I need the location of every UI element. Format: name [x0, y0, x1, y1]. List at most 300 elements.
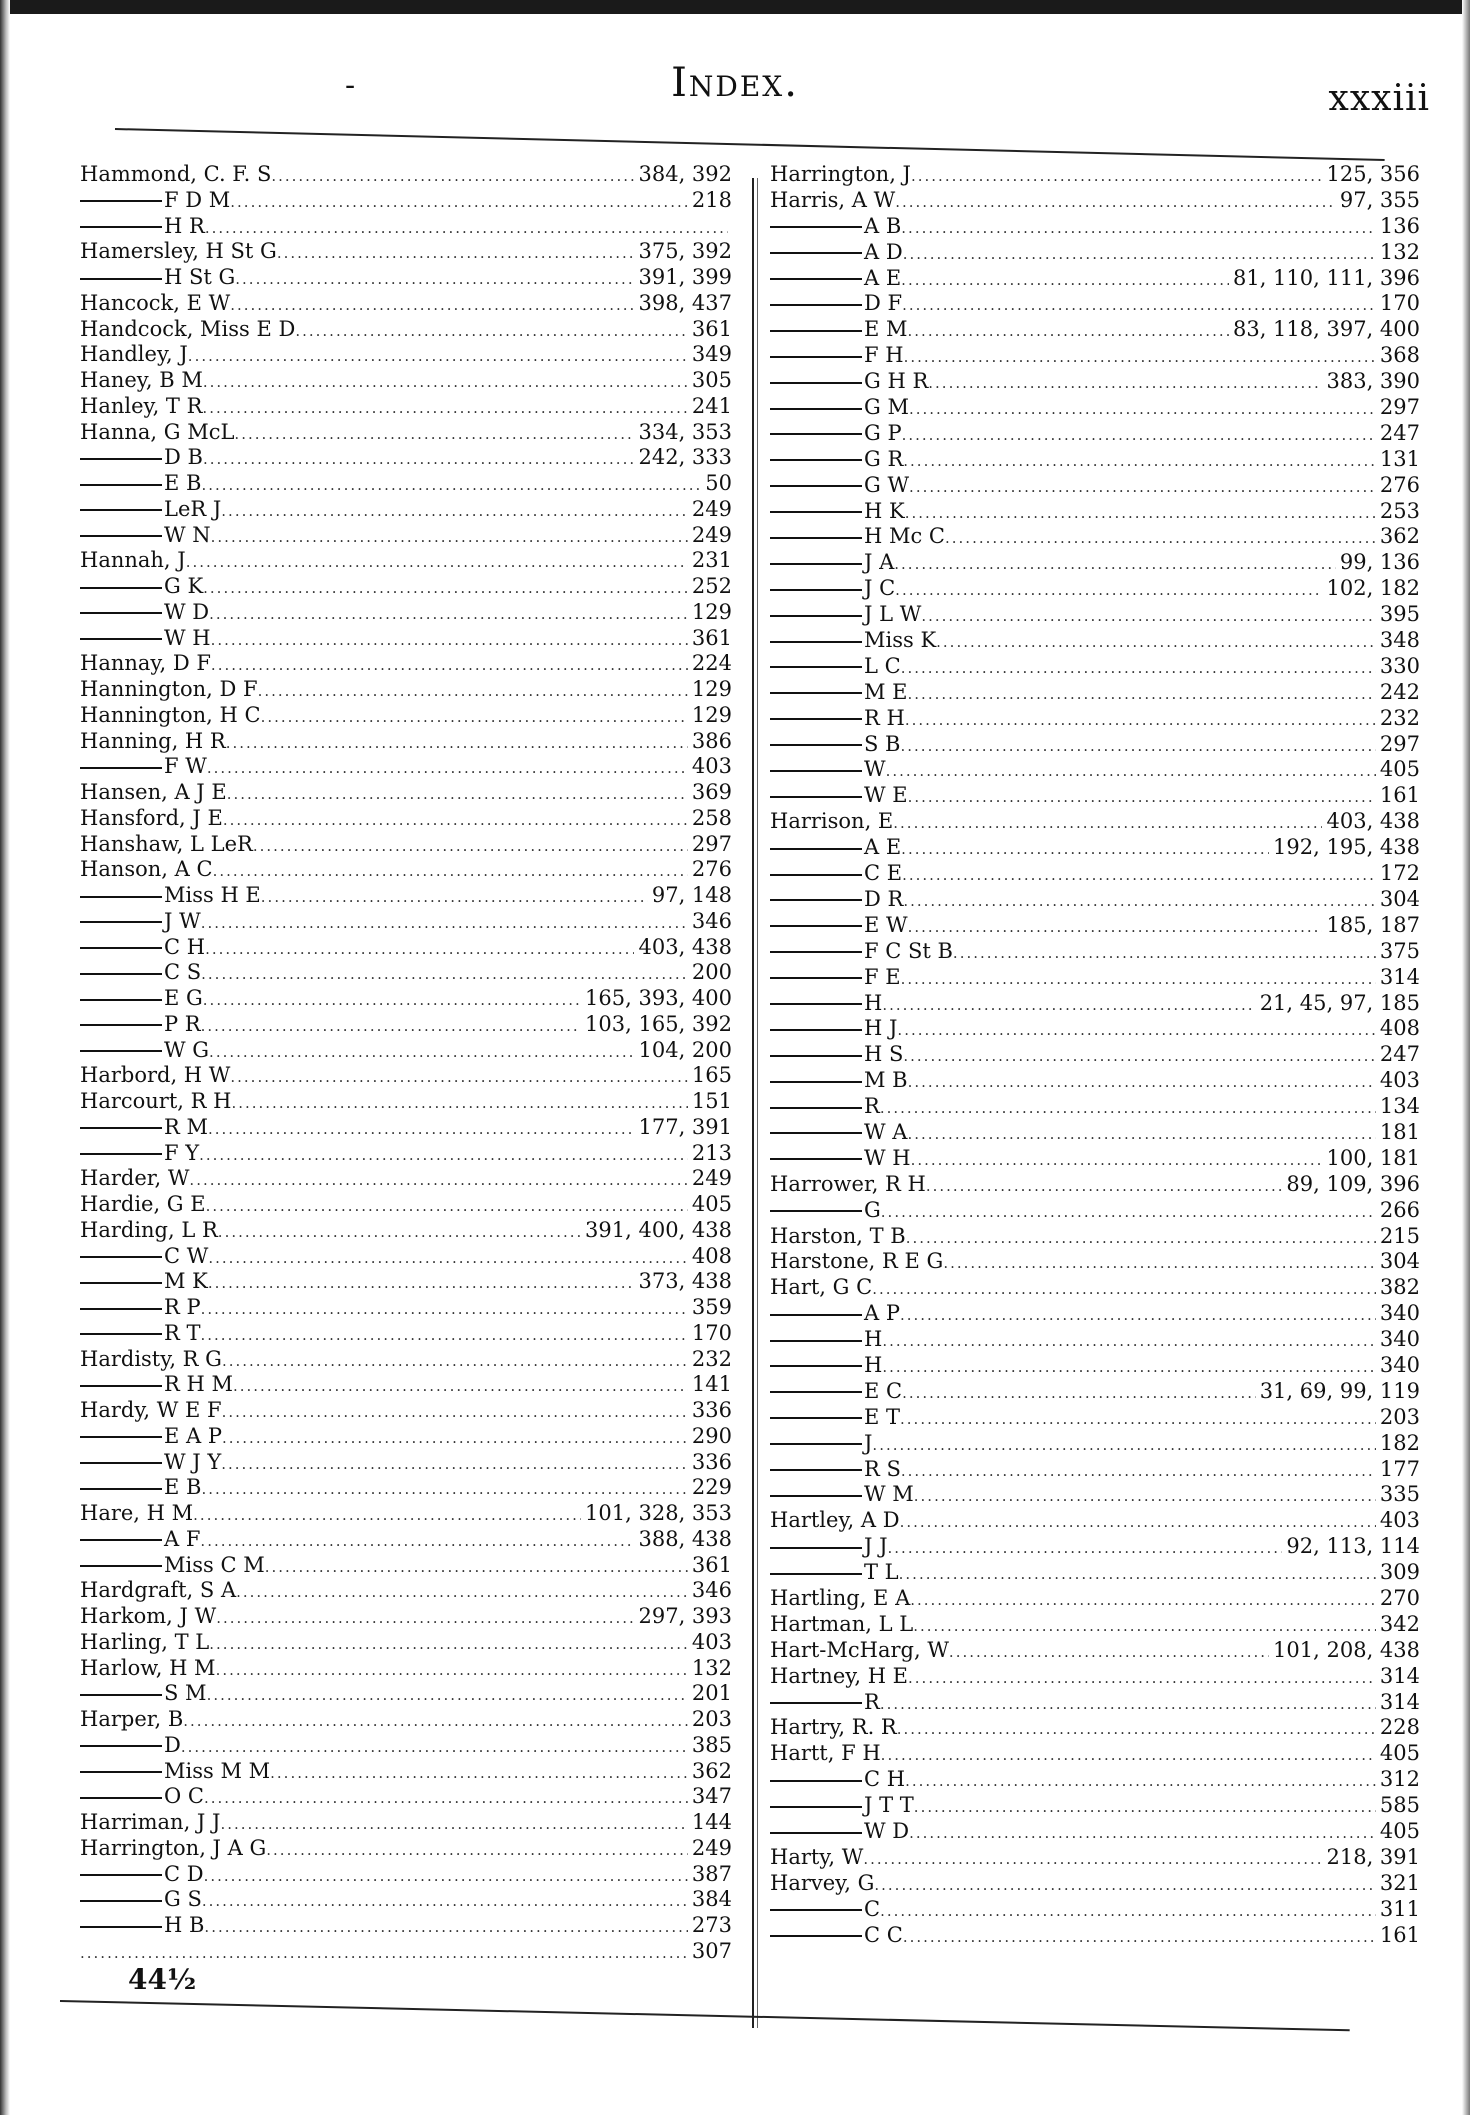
- entry-name: Harling, T L: [80, 1629, 210, 1654]
- entry-pages: 373, 438: [638, 1269, 732, 1294]
- dot-leader: [266, 1838, 688, 1862]
- entry-name: C: [770, 1897, 880, 1923]
- index-entry: [80, 1759, 732, 1785]
- entry-name: G M: [770, 395, 909, 421]
- dot-leader: [902, 293, 1376, 317]
- entry-name: Hartman, L L: [770, 1611, 914, 1636]
- entry-pages: 101, 208, 438: [1273, 1637, 1420, 1662]
- entry-pages: 309: [1379, 1560, 1420, 1585]
- dot-leader: [201, 962, 688, 986]
- entry-name: L C: [770, 654, 901, 680]
- index-entry: [80, 420, 732, 446]
- index-entry: [770, 1249, 1420, 1275]
- index-entry: [80, 729, 732, 755]
- dot-leader: [899, 1562, 1376, 1586]
- entry-name: Harstone, R E G: [770, 1249, 944, 1274]
- entry-pages: 241: [691, 393, 732, 418]
- entry-pages: 408: [1379, 1016, 1420, 1041]
- dot-leader: [908, 1070, 1376, 1094]
- dot-leader: [226, 731, 688, 755]
- entry-pages: 165, 393, 400: [585, 986, 732, 1010]
- entry-name: R S: [770, 1457, 901, 1483]
- entry-name: Hardie, G E: [80, 1192, 206, 1216]
- entry-pages: 340: [1379, 1327, 1420, 1352]
- index-entry: [770, 732, 1420, 758]
- dot-leader: [209, 1040, 634, 1064]
- entry-name: Harrington, J A G: [80, 1835, 267, 1860]
- index-column-right: [770, 162, 1420, 1948]
- dot-leader: [253, 834, 688, 858]
- dot-leader: [186, 550, 688, 574]
- entry-pages: 334, 353: [638, 419, 732, 444]
- dot-leader: [903, 1925, 1376, 1949]
- index-entry: [80, 1578, 732, 1604]
- dot-leader: [936, 630, 1376, 654]
- index-entry: [770, 1120, 1420, 1146]
- index-entry: [770, 1923, 1420, 1949]
- index-entry: [770, 1198, 1420, 1224]
- entry-pages: 101, 328, 353: [585, 1501, 732, 1525]
- entry-pages: 405: [1379, 1819, 1420, 1843]
- dot-leader: [201, 473, 701, 497]
- dot-leader: [882, 1355, 1376, 1379]
- dot-leader: [207, 1683, 688, 1707]
- dot-leader: [203, 447, 635, 471]
- entry-pages: 336: [691, 1398, 732, 1422]
- index-entry: [770, 1586, 1420, 1612]
- index-entry: [770, 1845, 1420, 1871]
- dot-leader: [201, 1297, 688, 1321]
- entry-pages: 362: [691, 1758, 732, 1783]
- page-number: xxxiii: [1328, 78, 1430, 119]
- entry-name: Hansford, J E: [80, 805, 223, 830]
- index-entry: [80, 832, 732, 858]
- dot-leader: [208, 1271, 635, 1295]
- index-entry: [770, 1767, 1420, 1793]
- entry-pages: 312: [1379, 1767, 1420, 1792]
- entry-pages: 83, 118, 397, 400: [1232, 317, 1420, 342]
- index-entry: [770, 447, 1420, 473]
- dot-leader: [905, 1769, 1376, 1793]
- index-entry: [80, 1089, 732, 1115]
- dot-leader: [880, 1096, 1376, 1120]
- entry-name: E C: [770, 1379, 902, 1405]
- dot-leader: [265, 1555, 688, 1579]
- index-entry: [770, 499, 1420, 525]
- dot-leader: [953, 941, 1376, 965]
- entry-name: R H: [770, 706, 905, 732]
- entry-name: J L W: [770, 602, 921, 628]
- entry-pages: 252: [691, 574, 732, 598]
- dot-leader: [902, 423, 1376, 447]
- entry-name: O C: [80, 1784, 204, 1810]
- index-entry: [80, 342, 732, 368]
- index-entry: [770, 680, 1420, 706]
- dot-leader: [908, 785, 1376, 809]
- index-entry: [770, 1534, 1420, 1560]
- index-entry: [80, 600, 732, 626]
- entry-pages: 384, 392: [638, 162, 732, 186]
- entry-pages: 290: [691, 1423, 732, 1448]
- entry-pages: 391, 400, 438: [585, 1217, 732, 1242]
- entry-pages: 165: [691, 1063, 732, 1088]
- dot-leader: [208, 1246, 688, 1270]
- index-column-left: [80, 162, 732, 1965]
- entry-name: J W: [80, 909, 201, 935]
- dot-leader: [203, 988, 581, 1012]
- dot-leader: [222, 1426, 688, 1450]
- index-entry: [770, 706, 1420, 732]
- dot-leader: [221, 1452, 688, 1476]
- entry-name: LeR J: [80, 497, 221, 523]
- entry-name: D F: [770, 291, 902, 317]
- entry-name: Hanley, T R: [80, 393, 203, 418]
- dot-leader: [189, 1168, 687, 1192]
- index-entry: [80, 1012, 732, 1038]
- entry-pages: 247: [1379, 420, 1420, 445]
- header-rule: [115, 128, 1385, 161]
- entry-name: G R: [770, 447, 903, 473]
- entry-pages: 203: [691, 1707, 732, 1731]
- entry-pages: 242, 333: [638, 445, 732, 470]
- entry-pages: 361: [691, 316, 732, 341]
- entry-name: A E: [770, 266, 901, 292]
- index-entry: [770, 1172, 1420, 1198]
- dot-leader: [199, 1143, 688, 1167]
- index-entry: [80, 394, 732, 420]
- entry-pages: 276: [1379, 472, 1420, 497]
- entry-pages: 403, 438: [1326, 809, 1420, 834]
- dot-leader: [907, 1122, 1375, 1146]
- entry-name: C W: [80, 1244, 208, 1270]
- entry-name: W M: [770, 1482, 914, 1508]
- entry-pages: 369: [691, 780, 732, 804]
- dot-leader: [201, 1477, 687, 1501]
- entry-name: D B: [80, 445, 203, 471]
- entry-name: S B: [770, 732, 901, 758]
- index-entry: [80, 754, 732, 780]
- index-entry: [80, 1244, 732, 1270]
- index-entry: [80, 1475, 732, 1501]
- entry-pages: 403: [1379, 1508, 1420, 1533]
- entry-name: R H M: [80, 1372, 233, 1398]
- entry-pages: 391, 399: [638, 265, 732, 289]
- dot-leader: [201, 1014, 581, 1038]
- entry-name: W E: [770, 783, 908, 809]
- entry-pages: 249: [691, 522, 732, 547]
- entry-name: E B: [80, 471, 201, 497]
- index-entry: [770, 162, 1420, 188]
- entry-name: Miss C M: [80, 1553, 265, 1579]
- index-entry: [770, 1353, 1420, 1379]
- dot-leader: [881, 1200, 1376, 1224]
- entry-pages: 182: [1379, 1430, 1420, 1455]
- index-entry: [770, 369, 1420, 395]
- entry-name: Handcock, Miss E D: [80, 316, 296, 341]
- entry-name: Hartt, F H: [770, 1741, 881, 1766]
- index-entry: [80, 1501, 732, 1527]
- entry-name: E W: [770, 913, 908, 939]
- entry-pages: 297: [691, 831, 732, 856]
- entry-name: G H R: [770, 369, 928, 395]
- index-entry: [80, 317, 732, 343]
- entry-name: W J Y: [80, 1450, 221, 1476]
- index-entry: [80, 1115, 732, 1141]
- dot-leader: [207, 756, 688, 780]
- index-entry: [80, 651, 732, 677]
- index-entry: [770, 628, 1420, 654]
- index-entry: [770, 1638, 1420, 1664]
- entry-pages: 161: [1379, 1922, 1420, 1947]
- entry-name: Miss H E: [80, 883, 261, 909]
- entry-pages: 403, 438: [638, 934, 732, 959]
- entry-pages: 249: [691, 1835, 732, 1860]
- index-entry: [770, 524, 1420, 550]
- dot-leader: [908, 1666, 1376, 1690]
- entry-name: Harlow, H M: [80, 1655, 216, 1680]
- entry-name: Miss M M: [80, 1759, 270, 1785]
- entry-name: Harkom, J W: [80, 1604, 217, 1628]
- entry-pages: 405: [1379, 1741, 1420, 1766]
- entry-pages: 215: [1379, 1223, 1420, 1248]
- entry-pages: 170: [1379, 291, 1420, 316]
- index-entry: [80, 1553, 732, 1579]
- entry-name: Harris, A W: [770, 187, 896, 212]
- entry-name: J J: [770, 1534, 888, 1560]
- entry-name: Harvey, G: [770, 1870, 875, 1895]
- dot-leader: [901, 967, 1376, 991]
- folio-number: 44½: [128, 1963, 197, 1996]
- dot-leader: [913, 1614, 1376, 1638]
- entry-pages: 151: [691, 1089, 732, 1113]
- entry-name: C H: [770, 1767, 905, 1793]
- dot-leader: [943, 1251, 1376, 1275]
- index-entry: [80, 703, 732, 729]
- dot-leader: [881, 1743, 1376, 1767]
- index-entry: [80, 986, 732, 1012]
- dot-leader: [183, 1709, 688, 1733]
- entry-pages: 387: [691, 1861, 732, 1886]
- entry-name: Hanning, H R: [80, 728, 226, 753]
- entry-pages: 340: [1379, 1352, 1420, 1377]
- index-entry: [770, 1275, 1420, 1301]
- index-entry: [770, 1819, 1420, 1845]
- dot-leader: [188, 344, 688, 368]
- entry-pages: 375, 392: [638, 239, 732, 264]
- index-entry: [80, 1269, 732, 1295]
- dot-leader: [258, 679, 688, 703]
- index-entry: [80, 1630, 732, 1656]
- dot-leader: [908, 682, 1376, 706]
- entry-pages: 340: [1379, 1301, 1420, 1326]
- dot-leader: [209, 1632, 688, 1656]
- dot-leader: [230, 190, 688, 214]
- scan-top-edge: [0, 0, 1470, 14]
- index-entry: [770, 887, 1420, 913]
- index-entry: [80, 909, 732, 935]
- entry-name: Harper, B: [80, 1707, 184, 1731]
- index-entry: [770, 1612, 1420, 1638]
- dot-leader: [874, 1873, 1376, 1897]
- entry-pages: 231: [691, 548, 732, 573]
- index-entry: [770, 1405, 1420, 1431]
- entry-pages: 386: [691, 728, 732, 753]
- index-entry: [770, 861, 1420, 887]
- entry-pages: 307: [691, 1938, 732, 1963]
- entry-name: Harston, T B: [770, 1223, 906, 1248]
- entry-pages: 349: [691, 342, 732, 367]
- index-entry: [80, 1166, 732, 1192]
- dot-leader: [906, 1226, 1376, 1250]
- dot-leader: [897, 1018, 1375, 1042]
- scan-left-edge: [0, 0, 10, 2115]
- entry-pages: 192, 195, 438: [1273, 835, 1420, 860]
- dot-leader: [271, 164, 634, 188]
- entry-pages: 361: [691, 1552, 732, 1577]
- entry-pages: 383, 390: [1326, 369, 1420, 394]
- dot-leader: [230, 293, 634, 317]
- index-entry: [80, 677, 732, 703]
- dot-leader: [903, 889, 1376, 913]
- index-entry: [770, 240, 1420, 266]
- index-entry: [80, 883, 732, 909]
- entry-name: F C St B: [770, 939, 953, 965]
- index-entry: [80, 626, 732, 652]
- dot-leader: [213, 859, 688, 883]
- entry-name: H S: [770, 1042, 903, 1068]
- entry-name: W H: [80, 626, 211, 652]
- entry-pages: 304: [1379, 886, 1420, 911]
- entry-name: Hart-McHarg, W: [770, 1637, 949, 1662]
- entry-pages: 181: [1379, 1119, 1420, 1144]
- index-entry: [770, 1741, 1420, 1767]
- entry-name: Harcourt, R H: [80, 1089, 232, 1113]
- entry-name: Hardisty, R G: [80, 1346, 222, 1371]
- index-entry: [770, 473, 1420, 499]
- dot-leader: [209, 602, 688, 626]
- entry-name: W D: [80, 600, 209, 626]
- index-entry: [770, 266, 1420, 292]
- index-entry: [80, 1733, 732, 1759]
- dot-leader: [872, 1433, 1375, 1457]
- entry-pages: 375: [1379, 938, 1420, 963]
- entry-name: Harding, L R: [80, 1217, 218, 1242]
- entry-pages: 170: [691, 1320, 732, 1345]
- index-entry: [80, 1707, 732, 1733]
- entry-name: G K: [80, 574, 203, 600]
- index-entry: [80, 1604, 732, 1630]
- index-entry: [80, 1913, 732, 1939]
- index-entry: [770, 783, 1420, 809]
- entry-name: Haney, B M: [80, 368, 203, 392]
- index-entry: [770, 1068, 1420, 1094]
- entry-name: Hannay, D F: [80, 651, 211, 676]
- entry-name: Hannington, D F: [80, 677, 258, 701]
- entry-name: A E: [770, 835, 901, 861]
- entry-name: F W: [80, 754, 207, 780]
- entry-name: Harrington, J: [770, 162, 911, 186]
- index-entry: [80, 1424, 732, 1450]
- entry-name: W A: [770, 1120, 907, 1146]
- entry-name: G S: [80, 1887, 202, 1913]
- dot-leader: [221, 499, 688, 523]
- footer-rule: [60, 2000, 1350, 2031]
- entry-pages: 141: [691, 1372, 732, 1397]
- dot-leader: [270, 1761, 688, 1785]
- index-entry: [80, 497, 732, 523]
- dot-leader: [234, 422, 634, 446]
- index-entry: [770, 317, 1420, 343]
- entry-pages: 200: [691, 960, 732, 985]
- entry-name: F D M: [80, 188, 230, 214]
- entry-name: G P: [770, 421, 902, 447]
- dot-leader: [905, 501, 1376, 525]
- dot-leader: [201, 1323, 688, 1347]
- index-entry: [770, 1508, 1420, 1534]
- entry-name: H K: [770, 499, 905, 525]
- entry-name: Hamersley, H St G: [80, 239, 277, 264]
- entry-pages: 336: [691, 1449, 732, 1474]
- dot-leader: [203, 370, 688, 394]
- dot-leader: [223, 808, 688, 832]
- dot-leader: [277, 241, 635, 265]
- entry-name: H Mc C: [770, 524, 945, 550]
- entry-pages: 314: [1379, 1663, 1420, 1688]
- entry-pages: 273: [691, 1913, 732, 1937]
- entry-name: W G: [80, 1038, 209, 1064]
- index-entry: [770, 1016, 1420, 1042]
- page-title: Index.: [671, 60, 799, 106]
- index-entry: [770, 214, 1420, 240]
- index-entry: [80, 1398, 732, 1424]
- index-entry: [770, 809, 1420, 835]
- entry-pages: 348: [1379, 628, 1420, 653]
- dot-leader: [205, 216, 728, 240]
- entry-pages: 405: [691, 1192, 732, 1216]
- index-entry: [80, 291, 732, 317]
- dot-leader: [261, 705, 688, 729]
- entry-pages: 266: [1379, 1197, 1420, 1222]
- entry-name: G W: [770, 473, 909, 499]
- entry-name: C C: [770, 1923, 903, 1949]
- dot-leader: [203, 576, 688, 600]
- entry-pages: 335: [1379, 1482, 1420, 1507]
- index-entry: [80, 1218, 732, 1244]
- dot-leader: [863, 1847, 1322, 1871]
- entry-name: J A: [770, 550, 894, 576]
- entry-pages: 395: [1379, 602, 1420, 627]
- index-entry: [770, 1793, 1420, 1819]
- entry-name: R: [770, 1094, 880, 1120]
- scan-right-edge: [1462, 0, 1470, 2115]
- entry-name: F H: [770, 343, 904, 369]
- dot-leader: [903, 449, 1376, 473]
- index-entry: [80, 1810, 732, 1836]
- dot-leader: [905, 708, 1376, 732]
- dot-leader: [230, 1065, 688, 1089]
- entry-name: W H: [770, 1146, 911, 1172]
- index-entry: [80, 574, 732, 600]
- entry-name: S M: [80, 1681, 207, 1707]
- entry-name: Harder, W: [80, 1166, 190, 1191]
- entry-pages: 132: [691, 1655, 732, 1680]
- entry-pages: 249: [691, 496, 732, 521]
- entry-pages: 305: [691, 368, 732, 392]
- dot-leader: [900, 1303, 1376, 1327]
- entry-pages: 125, 356: [1326, 162, 1420, 186]
- entry-pages: 97, 355: [1339, 187, 1420, 212]
- entry-name: H St G: [80, 265, 235, 291]
